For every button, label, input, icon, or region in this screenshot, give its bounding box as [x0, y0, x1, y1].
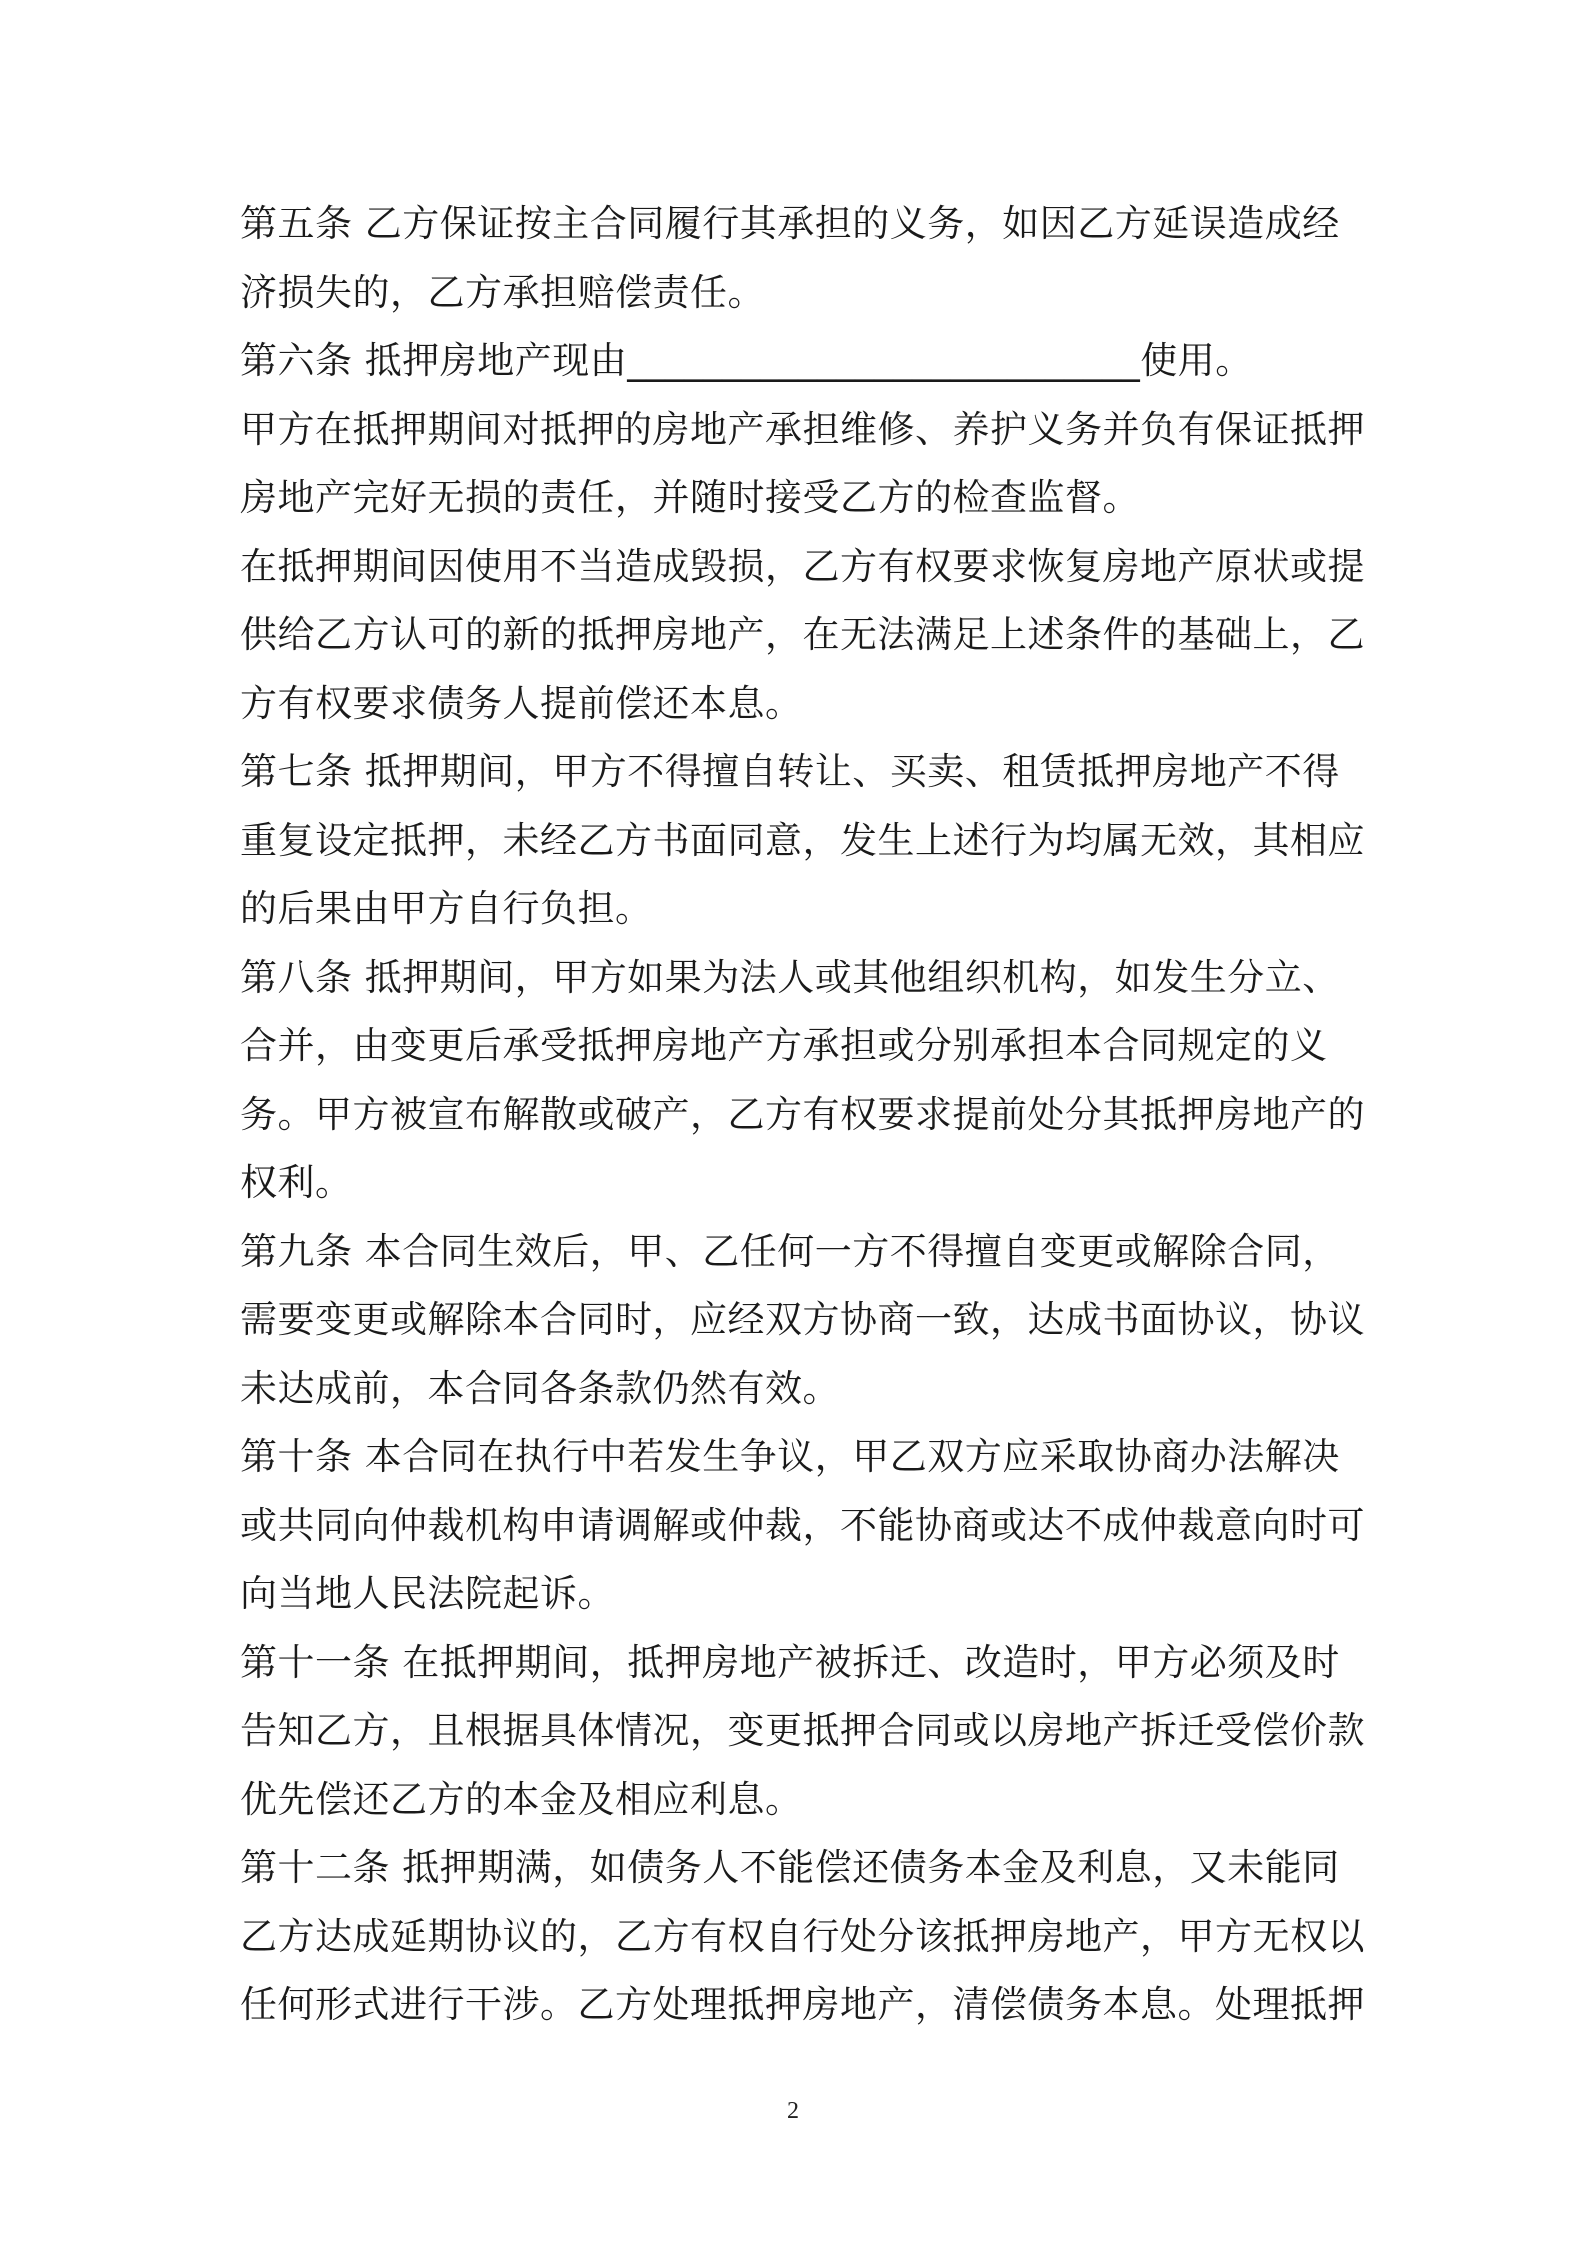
document-body — [240, 190, 1365, 2040]
text-line: 向当地人民法院起诉。 — [240, 1572, 615, 1615]
text-line: 的后果由甲方自行负担。 — [240, 887, 653, 930]
text-line: 第十一条 在抵押期间，抵押房地产被拆迁、改造时，甲方必须及时 — [240, 1640, 1340, 1684]
text-line: 未达成前，本合同各条款仍然有效。 — [240, 1366, 840, 1410]
text-line: 优先偿还乙方的本金及相应利息。 — [240, 1777, 803, 1821]
text-line: 重复设定抵押，未经乙方书面同意，发生上述行为均属无效，其相应 — [240, 818, 1365, 862]
text-line: 方有权要求债务人提前偿还本息。 — [240, 681, 803, 725]
text-line: 供给乙方认可的新的抵押房地产，在无法满足上述条件的基础上，乙 — [240, 613, 1365, 656]
text-line: 在抵押期间因使用不当造成毁损，乙方有权要求恢复房地产原状或提 — [240, 544, 1365, 588]
text-line: 务。甲方被宣布解散或破产，乙方有权要求提前处分其抵押房地产的 — [240, 1092, 1365, 1136]
text-line: 第八条 抵押期间，甲方如果为法人或其他组织机构，如发生分立、 — [240, 955, 1340, 999]
text-line: 乙方达成延期协议的，乙方有权自行处分该抵押房地产，甲方无权以 — [240, 1914, 1365, 1958]
text-line: 第十条 本合同在执行中若发生争议，甲乙双方应采取协商办法解决 — [240, 1435, 1340, 1478]
text-line: 权利。 — [240, 1161, 353, 1204]
text-line: 合并，由变更后承受抵押房地产方承担或分别承担本合同规定的义 — [240, 1024, 1328, 1067]
text-line: 第十二条 抵押期满，如债务人不能偿还债务本金及利息，又未能同 — [240, 1846, 1340, 1889]
page-number: 2 — [787, 2098, 799, 2124]
text-line: 济损失的，乙方承担赔偿责任。 — [240, 270, 765, 314]
text-line: 任何形式进行干涉。乙方处理抵押房地产，清偿债务本息。处理抵押 — [240, 1983, 1365, 2026]
text-line: 第六条 抵押房地产现由___________________________使用。 — [240, 339, 1253, 382]
text-line: 或共同向仲裁机构申请调解或仲裁，不能协商或达不成仲裁意向时可 — [240, 1503, 1365, 1547]
text-line: 甲方在抵押期间对抵押的房地产承担维修、养护义务并负有保证抵押 — [240, 407, 1365, 451]
text-line: 第五条 乙方保证按主合同履行其承担的义务，如因乙方延误造成经 — [240, 202, 1340, 245]
text-line: 第七条 抵押期间，甲方不得擅自转让、买卖、租赁抵押房地产不得 — [240, 750, 1340, 793]
text-line: 第九条 本合同生效后，甲、乙任何一方不得擅自变更或解除合同， — [240, 1229, 1340, 1273]
text-line: 需要变更或解除本合同时，应经双方协商一致，达成书面协议，协议 — [240, 1298, 1365, 1341]
text-line: 告知乙方，且根据具体情况，变更抵押合同或以房地产拆迁受偿价款 — [240, 1709, 1365, 1752]
text-line: 房地产完好无损的责任，并随时接受乙方的检查监督。 — [240, 476, 1140, 519]
